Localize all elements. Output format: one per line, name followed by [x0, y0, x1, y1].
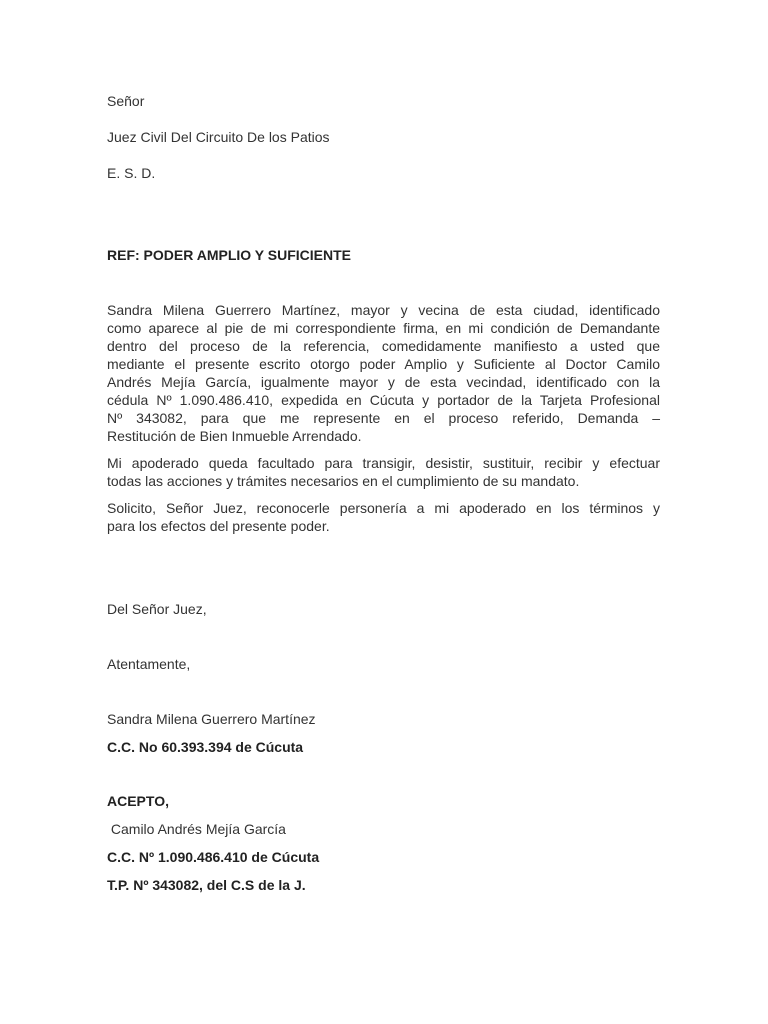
paragraph-line: cédula Nº 1.090.486.410, expedida en Cúcuta y portador de la Tarjeta Profesional	[107, 392, 660, 408]
paragraph-line: Solicito, Señor Juez, reconocerle personería a mi apoderado en los términos y	[107, 500, 660, 516]
salutation: Señor	[107, 93, 145, 109]
body-paragraph-2	[107, 454, 660, 490]
paragraph-line: Mi apoderado queda facultado para transigir, desistir, sustituir, recibir y efectuar	[107, 455, 660, 471]
signer-id: C.C. No 60.393.394 de Cúcuta	[107, 739, 304, 755]
paragraph-line: Andrés Mejía García, igualmente mayor y de esta vecindad, identificado con la	[107, 374, 660, 390]
paragraph-line: Restitución de Bien Inmueble Arrendado.	[107, 428, 362, 444]
paragraph-line: mediante el presente escrito otorgo poder Amplio y Suficiente al Doctor Camilo	[107, 356, 660, 372]
closing-regards: Atentamente,	[107, 656, 191, 672]
attorney-name: Camilo Andrés Mejía García	[107, 821, 286, 837]
paragraph-line: Sandra Milena Guerrero Martínez, mayor y vecina de esta ciudad, identificado	[107, 302, 660, 318]
paragraph-line: Nº 343082, para que me represente en el proceso referido, Demanda –	[107, 410, 660, 426]
body-paragraph-3	[107, 499, 660, 535]
paragraph-line: para los efectos del presente poder.	[107, 518, 330, 534]
paragraph-line: todas las acciones y trámites necesarios en el cumplimiento de su mandato.	[107, 473, 580, 489]
paragraph-line: como aparece al pie de mi correspondiente firma, en mi condición de Demandante	[107, 320, 660, 336]
body-paragraph-1	[107, 301, 660, 445]
esd-line: E. S. D.	[107, 165, 156, 181]
paragraph-line: dentro del proceso de la referencia, comedidamente manifiesto a usted que	[107, 338, 660, 354]
accept-label: ACEPTO,	[107, 793, 169, 809]
signer-name: Sandra Milena Guerrero Martínez	[107, 711, 316, 727]
reference-line: REF: PODER AMPLIO Y SUFICIENTE	[107, 247, 351, 263]
addressee: Juez Civil Del Circuito De los Patios	[107, 129, 330, 145]
attorney-tp: T.P. Nº 343082, del C.S de la J.	[107, 877, 306, 893]
attorney-id: C.C. Nº 1.090.486.410 de Cúcuta	[107, 849, 320, 865]
closing-greeting: Del Señor Juez,	[107, 601, 207, 617]
